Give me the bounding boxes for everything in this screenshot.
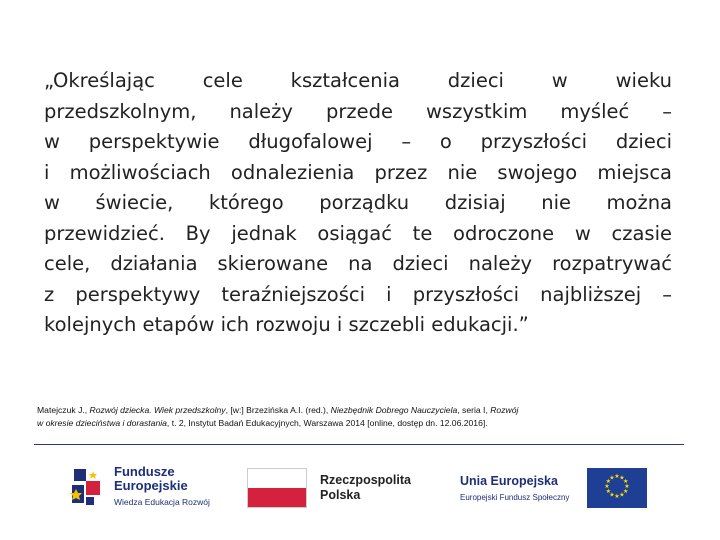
svg-text:★: ★	[609, 491, 616, 499]
svg-text:★: ★	[609, 474, 616, 482]
eu-flag-icon	[587, 468, 647, 508]
quote-line: w perspektywie długofalowej – o przyszłości dzieci	[44, 130, 672, 153]
eu-subtitle: Europejski Fundusz Społeczny	[460, 493, 570, 502]
quote-line: „Określając cele kształcenia dzieci w wieku	[44, 69, 672, 92]
quote-line: przewidzieć. By jednak osiągać te odroczone w czasie	[44, 221, 672, 245]
source-citation	[37, 404, 677, 430]
quote-line: z perspektywy teraźniejszości i przyszłości najbliższej –	[44, 282, 672, 306]
quote-text	[44, 66, 672, 341]
fundusze-title: Fundusze	[114, 464, 175, 479]
polish-flag-icon	[247, 468, 307, 508]
citation-line-1: Matejczuk J., Rozwój dziecka. Wiek przedszkolny, [w:] Brzezińska A.I. (red.), Niezbędnik Dobrego Nauczyciela, seria I, Rozwój	[37, 405, 519, 415]
quote-line: cele, działania skierowane na dzieci należy rozpatrywać	[44, 252, 672, 275]
citation-line-2: w okresie dzieciństwa i dorastania, t. 2, Instytut Badań Edukacyjnych, Warszawa 2014 [online, dostęp dn. 12.06.2016].	[37, 418, 488, 428]
svg-text:★: ★	[623, 478, 629, 485]
quote-line: i możliwościach odnalezienia przez nie swojego miejsca	[44, 160, 672, 184]
polska-text: Polska	[320, 488, 361, 502]
quote-line: w świecie, którego porządku dzisiaj nie można	[44, 191, 672, 214]
quote-line: przedszkolnym, należy przede wszystkim myśleć –	[44, 99, 672, 123]
europejskie-title: Europejskie	[114, 478, 188, 493]
svg-text:★: ★	[605, 488, 612, 495]
rzeczpospolita-text: Rzeczpospolita	[320, 473, 411, 487]
eu-title: Unia Europejska	[460, 474, 558, 488]
svg-text:★: ★	[604, 483, 611, 490]
rzeczpospolita-polska-logo	[247, 468, 411, 508]
fundusze-europejskie-icon	[66, 463, 106, 509]
svg-text:★: ★	[605, 478, 612, 485]
fundusze-europejskie-logo	[66, 463, 210, 509]
fundusze-subtitle: Wiedza Edukacja Rozwój	[114, 497, 210, 507]
svg-text:★: ★	[619, 491, 626, 499]
svg-text:★: ★	[614, 473, 621, 480]
quote-line: kolejnych etapów ich rozwoju i szczebli edukacji.”	[44, 313, 529, 336]
unia-europejska-logo	[460, 468, 647, 508]
svg-text:★: ★	[624, 483, 631, 490]
svg-text:★: ★	[623, 488, 629, 495]
funding-logos-bar	[0, 455, 720, 530]
footer-divider	[34, 444, 684, 445]
svg-text:★: ★	[614, 493, 621, 500]
svg-text:★: ★	[619, 474, 626, 482]
